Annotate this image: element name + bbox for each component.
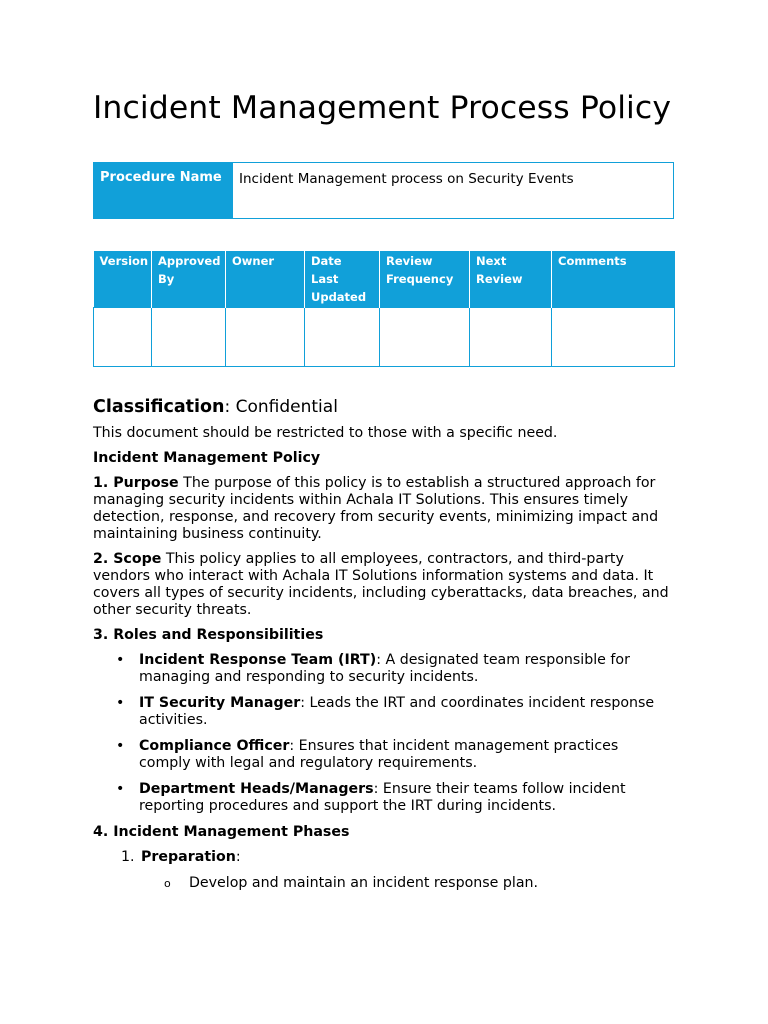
phases-list: [93, 849, 674, 892]
classification-label: Classification: [93, 397, 225, 417]
scope-paragraph: [93, 551, 674, 619]
cell-date-last-updated: [305, 308, 380, 367]
cell-owner: [226, 308, 305, 367]
col-version: Version: [94, 251, 152, 308]
restriction-note: This document should be restricted to those with a specific need.: [93, 425, 558, 441]
scope-label: 2. Scope: [93, 551, 162, 567]
roles-list: [93, 652, 674, 815]
list-item: • Compliance Officer: Ensures that incident management practices comply with legal and regulatory requirements.: [139, 738, 674, 772]
col-comments: Comments: [552, 251, 675, 308]
procedure-name-label: Procedure Name: [94, 163, 233, 219]
table-row: [94, 308, 675, 367]
col-owner: Owner: [226, 251, 305, 308]
list-item: o Develop and maintain an incident response plan.: [187, 875, 674, 892]
list-item: 1. Preparation: o Develop and maintain an incident response plan.: [139, 849, 674, 892]
policy-heading: Incident Management Policy: [93, 450, 321, 466]
list-item: • IT Security Manager: Leads the IRT and coordinates incident response activities.: [139, 695, 674, 729]
procedure-table: [93, 162, 674, 219]
classification-value: : Confidential: [224, 397, 338, 417]
col-next-review: Next Review: [470, 251, 552, 308]
phases-heading: 4. Incident Management Phases: [93, 824, 350, 840]
purpose-label: 1. Purpose: [93, 475, 179, 491]
preparation-sublist: [141, 875, 674, 892]
cell-review-frequency: [380, 308, 470, 367]
list-item: • Incident Response Team (IRT): A designated team responsible for managing and responding to security incidents.: [139, 652, 674, 686]
cell-approved-by: [152, 308, 226, 367]
col-review-frequency: Review Frequency: [380, 251, 470, 308]
scope-text: This policy applies to all employees, contractors, and third-party vendors who interact with Achala IT Solutions information systems and data. It covers all types of security incidents, including cyberattacks, data breaches, and other security threats.: [93, 551, 669, 618]
purpose-text: The purpose of this policy is to establish a structured approach for managing security incidents within Achala IT Solutions. This ensures timely detection, response, and recovery from security events, minimizing impact and maintaining business continuity.: [93, 475, 659, 542]
roles-heading: 3. Roles and Responsibilities: [93, 627, 324, 643]
cell-version: [94, 308, 152, 367]
col-approved-by: Approved By: [152, 251, 226, 308]
cell-comments: [552, 308, 675, 367]
purpose-paragraph: [93, 475, 674, 543]
procedure-name-value: Incident Management process on Security Events: [233, 163, 674, 219]
col-date-last-updated: Date Last Updated: [305, 251, 380, 308]
list-item: • Department Heads/Managers: Ensure their teams follow incident reporting procedures and support the IRT during incidents.: [139, 781, 674, 815]
document-title: Incident Management Process Policy: [93, 90, 672, 126]
classification: [93, 397, 674, 417]
cell-next-review: [470, 308, 552, 367]
version-table: [93, 251, 675, 367]
